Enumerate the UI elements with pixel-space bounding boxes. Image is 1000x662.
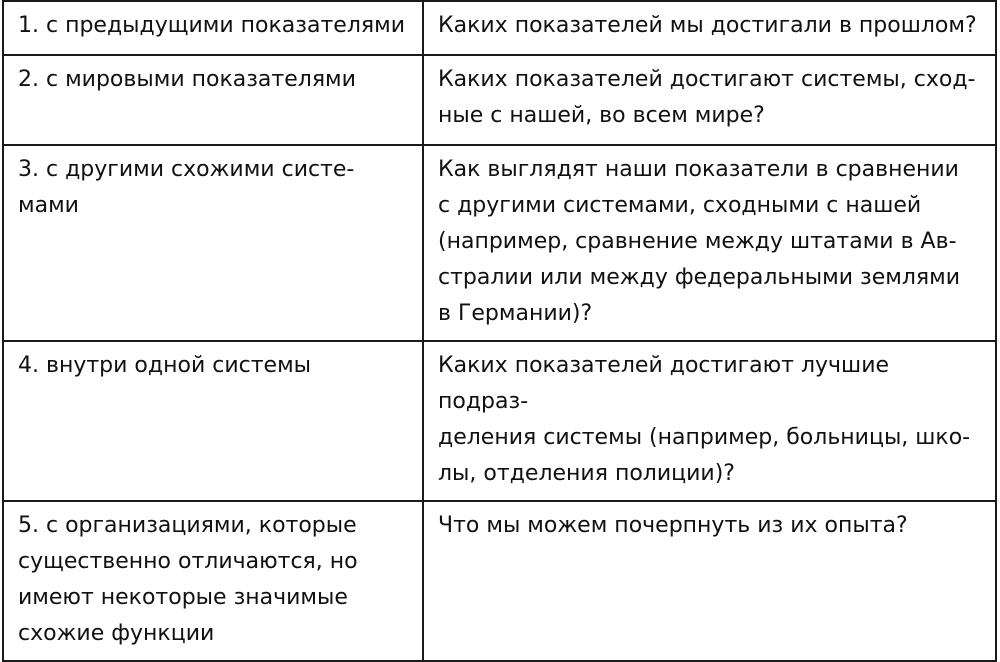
comparison-type-text: 5. с организациями, которые существенно отличаются, но имеют некоторые значимые схожие функции: [18, 513, 358, 646]
table-row: [3, 341, 996, 501]
comparison-type-cell: [3, 145, 423, 341]
comparison-question-text: Что мы можем почерпнуть из их опыта?: [438, 513, 908, 538]
comparison-question-cell: [423, 55, 996, 145]
comparison-type-text: 1. с предыдущими показателями: [18, 13, 406, 38]
comparison-question-text: Как выглядят наши показатели в сравнении с другими системами, сходными с нашей (например, сравнение между штатами в Ав- стралии или между федеральными землями в Германии)?: [438, 157, 961, 326]
comparison-type-text: 3. с другими схожими систе- мами: [18, 157, 355, 218]
comparison-type-text: 2. с мировыми показателями: [18, 67, 356, 92]
comparison-type-text: 4. внутри одной системы: [18, 353, 312, 378]
comparison-type-cell: [3, 55, 423, 145]
comparison-question-cell: [423, 1, 996, 55]
comparison-question-text: Каких показателей мы достигали в прошлом?: [438, 13, 977, 38]
comparison-table: [2, 0, 997, 662]
table-row: [3, 501, 996, 661]
comparison-question-cell: [423, 145, 996, 341]
comparison-question-text: Каких показателей достигают системы, сход- ные с нашей, во всем мире?: [438, 67, 976, 128]
table-row: [3, 145, 996, 341]
table-row: [3, 1, 996, 55]
comparison-question-cell: [423, 341, 996, 501]
comparison-type-cell: [3, 1, 423, 55]
comparison-type-cell: [3, 341, 423, 501]
table-row: [3, 55, 996, 145]
comparison-question-cell: [423, 501, 996, 661]
comparison-question-text: Каких показателей достигают лучшие подраз- деления системы (например, больницы, шко- лы, отделения полиции)?: [438, 353, 971, 486]
comparison-type-cell: [3, 501, 423, 661]
